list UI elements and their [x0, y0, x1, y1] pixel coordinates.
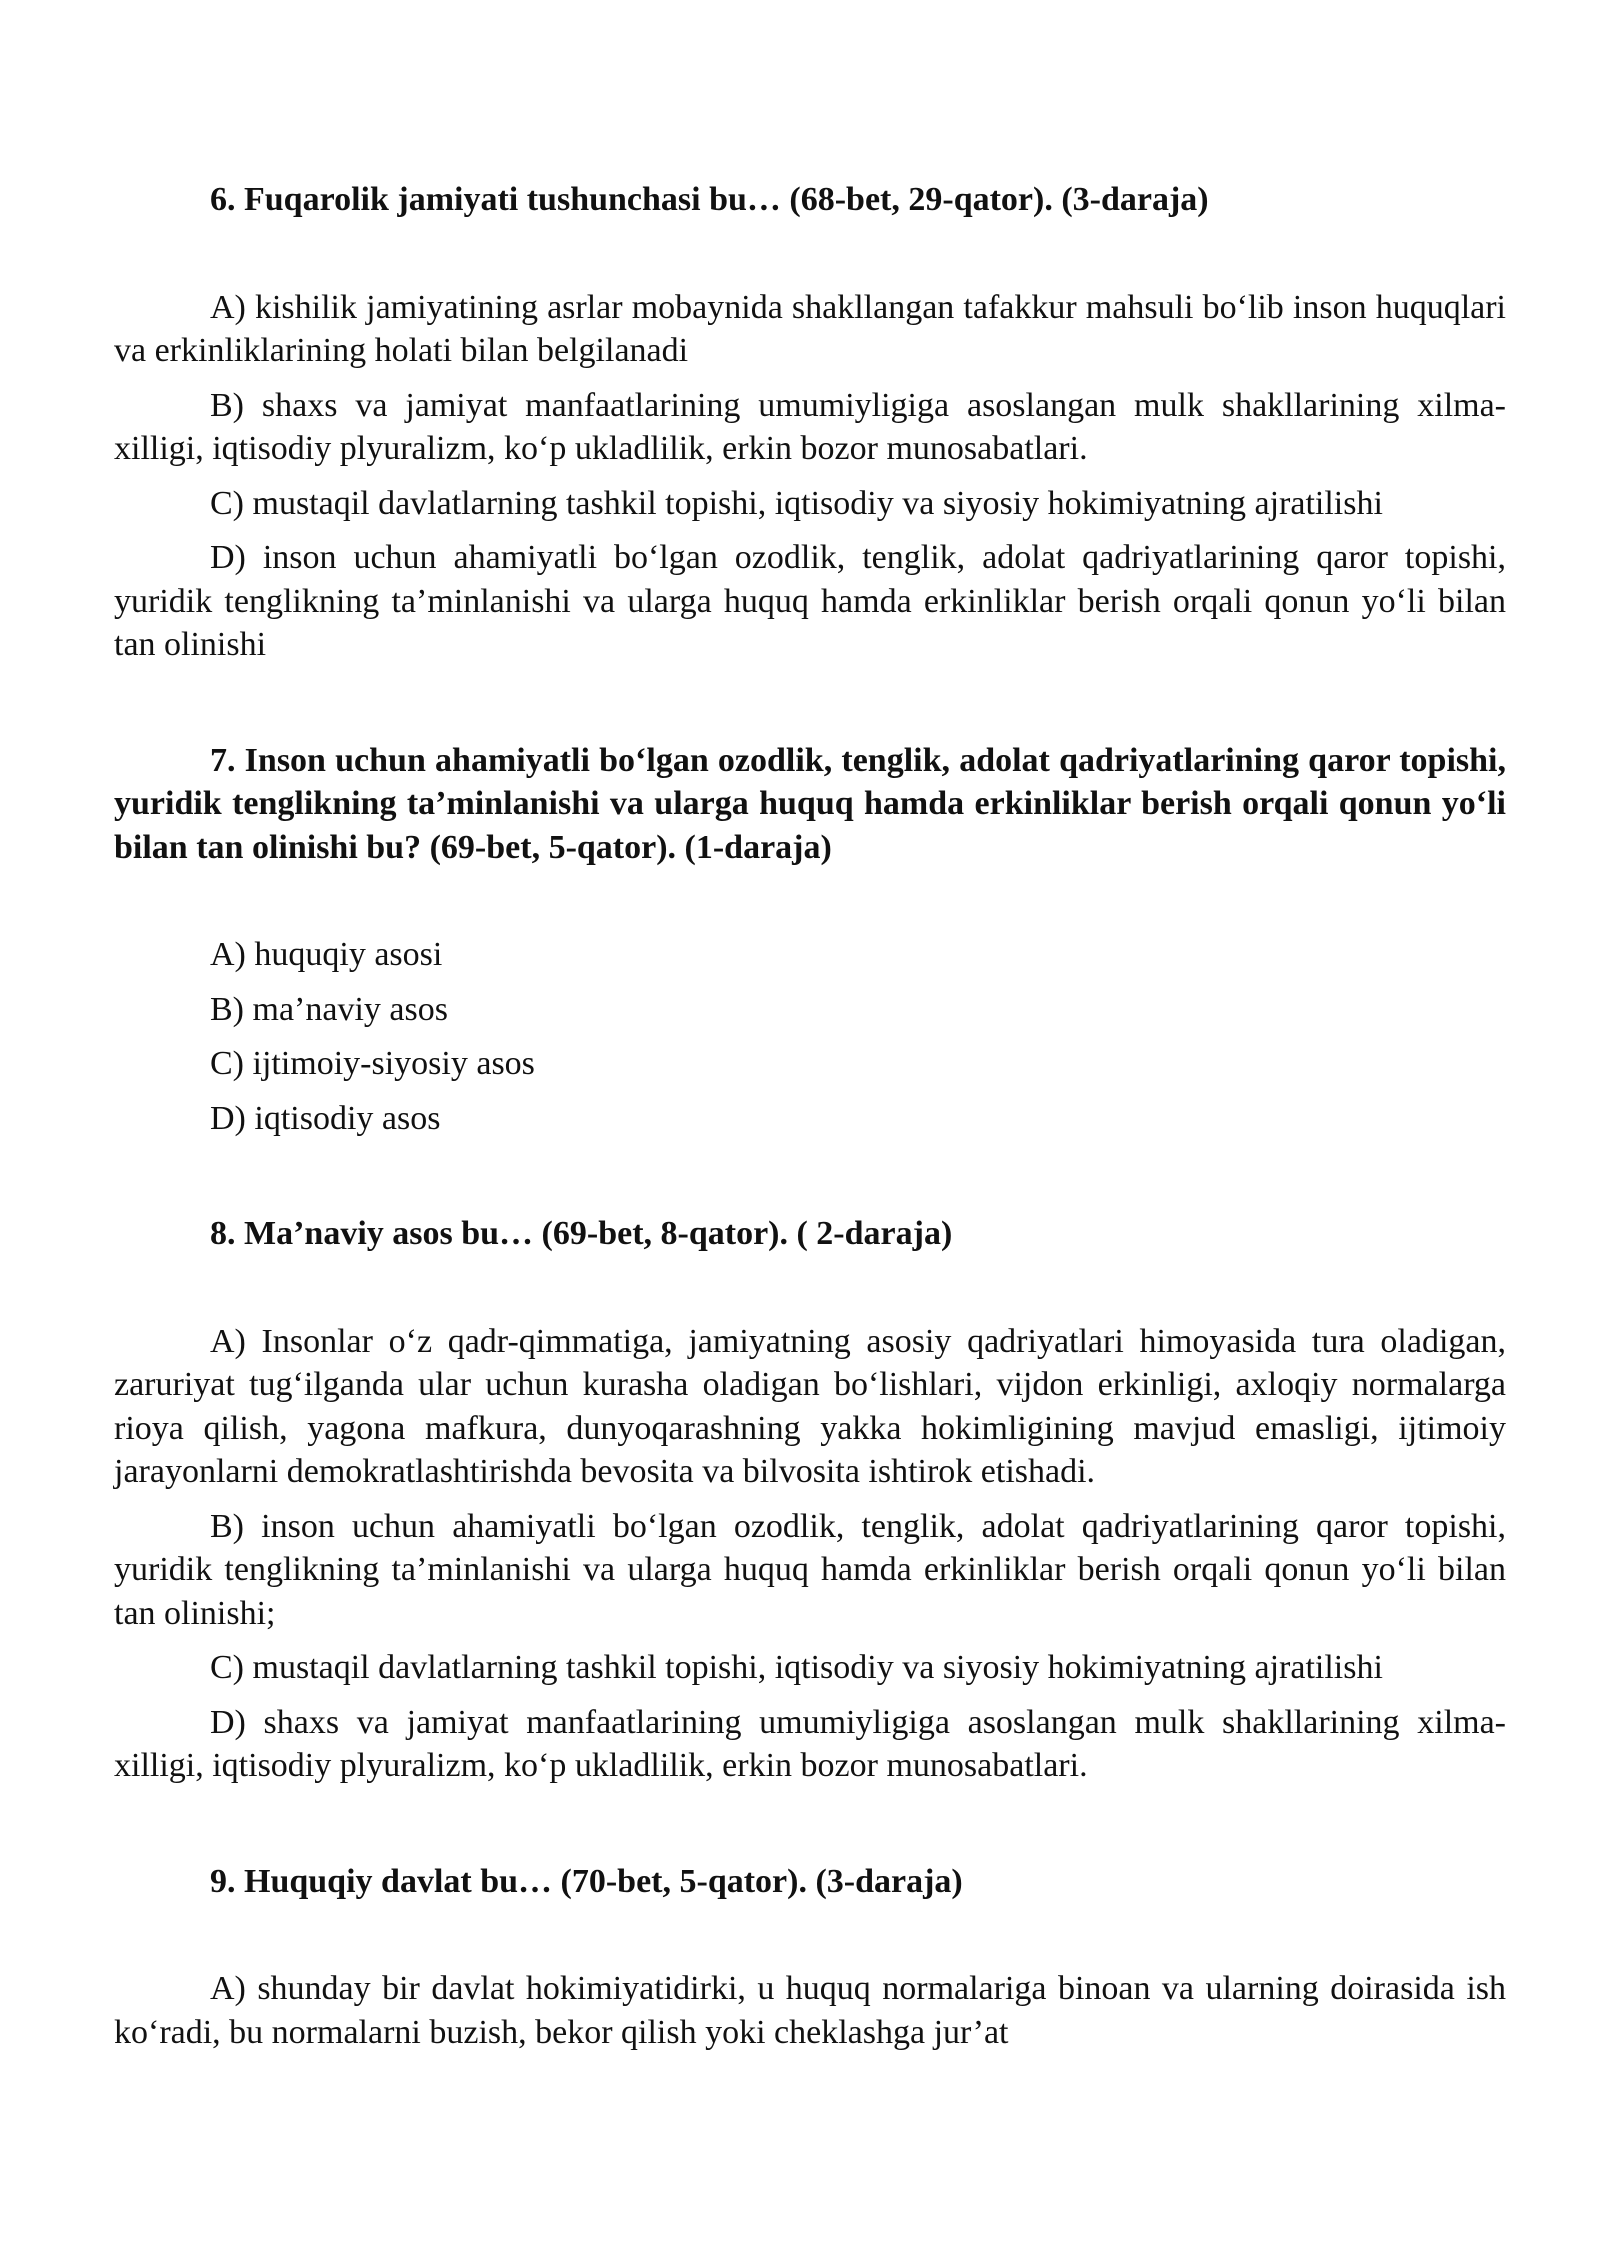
spacer [114, 869, 1506, 933]
spacer [114, 1256, 1506, 1320]
question-6-option-a: A) kishilik jamiyatining asrlar mobaynida shakllangan tafakkur mahsuli bo‘lib inson huquqlari va erkinliklarining holati bilan belgilanadi [114, 288, 1506, 369]
question-8-option-b: B) inson uchun ahamiyatli bo‘lgan ozodlik, tenglik, adolat qadriyatlarining qaror topishi, yuridik tenglikning ta’minlanishi va ularga huquq hamda erkinliklar berish orqali qonun yo‘li bilan tan olinishi; [114, 1507, 1506, 1632]
question-8-option-a: A) Insonlar o‘z qadr-qimmatiga, jamiyatning asosiy qadriyatlari himoyasida tura oladigan, zaruriyat tug‘ilganda ular uchun kurasha oladigan bo‘lishlari, vijdon erkinligi, axloqiy normalarga rioya qilish, yagona mafkura, dunyoqarashning yakka hokimligining mavjud emasligi, ijtimoiy jarayonlarni demokratlashtirishda bevosita va bilvosita ishtirok etishadi. [114, 1322, 1506, 1490]
question-7-option-c: C) ijtimoiy-siyosiy asos [210, 1045, 535, 1082]
question-7-title: 7. Inson uchun ahamiyatli bo‘lgan ozodlik, tenglik, adolat qadriyatlarining qaror topishi, yuridik tenglikning ta’minlanishi va ularga huquq hamda erkinliklar berish orqali qonun yo‘li bilan tan olinishi bu? (69-bet, 5-qator). (1-daraja) [114, 741, 1506, 866]
document-page [114, 178, 1506, 2065]
question-6-option-b: B) shaxs va jamiyat manfaatlarining umumiyligiga asoslangan mulk shakllarining xilma-xilligi, iqtisodiy plyuralizm, ko‘p ukladlilik, erkin bozor munosabatlari. [114, 386, 1506, 467]
question-7-option-b: B) ma’naviy asos [210, 990, 448, 1028]
question-8-option-c: C) mustaqil davlatlarning tashkil topishi, iqtisodiy va siyosiy hokimiyatning ajratilishi [210, 1649, 1383, 1686]
spacer [114, 1151, 1506, 1212]
question-6-option-c: C) mustaqil davlatlarning tashkil topishi, iqtisodiy va siyosiy hokimiyatning ajratilishi [210, 484, 1383, 522]
spacer [114, 678, 1506, 739]
question-7-option-a: A) huquqiy asosi [210, 936, 443, 973]
question-8-option-d: D) shaxs va jamiyat manfaatlarining umumiyligiga asoslangan mulk shakllarining xilma-xilligi, iqtisodiy plyuralizm, ko‘p ukladlilik, erkin bozor munosabatlari. [114, 1703, 1506, 1784]
question-8-title: 8. Ma’naviy asos bu… (69-bet, 8-qator). ( 2-daraja) [210, 1215, 953, 1252]
spacer [114, 1903, 1506, 1967]
question-9-title: 9. Huquqiy davlat bu… (70-bet, 5-qator). (3-daraja) [210, 1862, 963, 1900]
question-6-title: 6. Fuqarolik jamiyati tushunchasi bu… (68-bet, 29-qator). (3-daraja) [210, 181, 1209, 218]
question-6-option-d: D) inson uchun ahamiyatli bo‘lgan ozodlik, tenglik, adolat qadriyatlarining qaror topishi, yuridik tenglikning ta’minlanishi va ularga huquq hamda erkinliklar berish orqali qonun yo‘li bilan tan olinishi [114, 539, 1506, 663]
question-9-option-a: A) shunday bir davlat hokimiyatidirki, u huquq normalariga binoan va ularning doirasida ish ko‘radi, bu normalarni buzish, bekor qilish yoki cheklashga jur’at [114, 1970, 1506, 2051]
spacer [114, 1799, 1506, 1860]
spacer [114, 222, 1506, 286]
question-7-option-d: D) iqtisodiy asos [210, 1099, 441, 1137]
